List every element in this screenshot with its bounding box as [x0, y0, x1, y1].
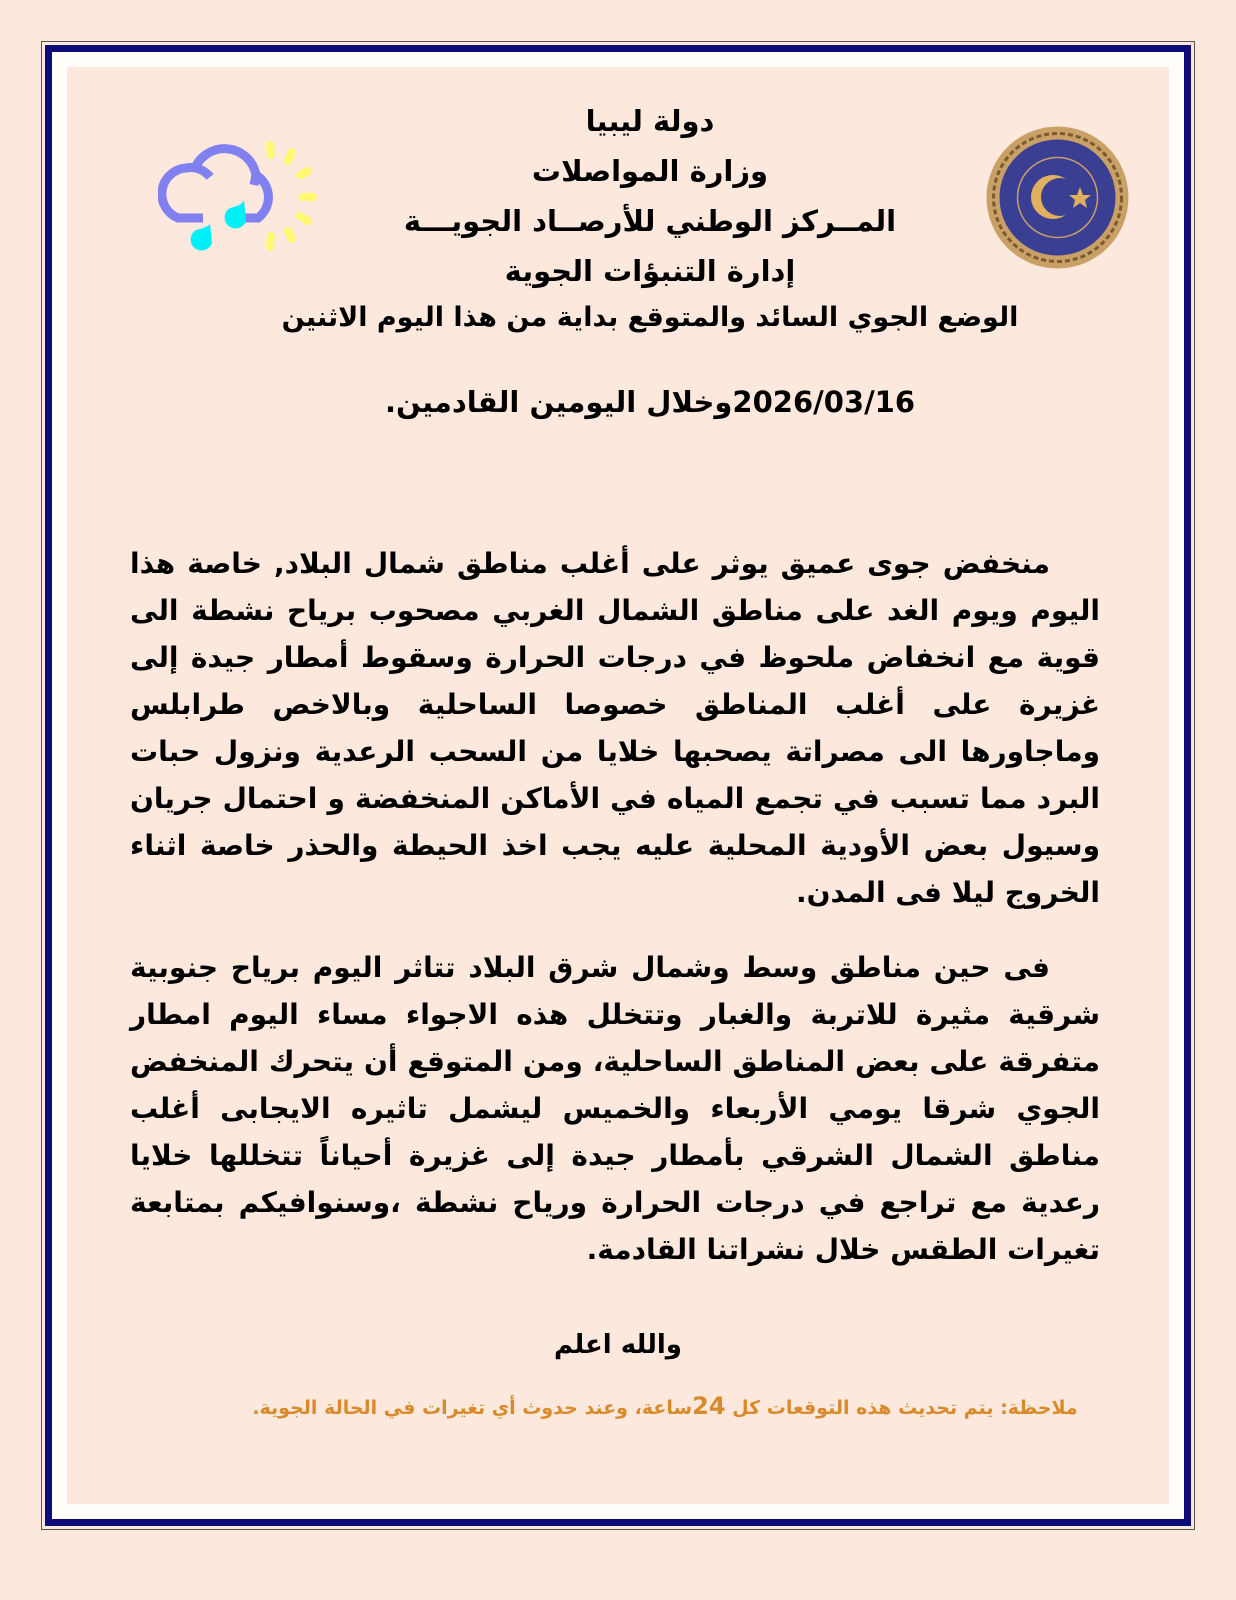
ministry-name: وزارة المواصلات [531, 154, 769, 188]
ministry-seal-logo [985, 125, 1130, 270]
forecast-paragraph-east: فى حين مناطق وسط وشمال شرق البلاد تتاثر اليوم برياح جنوبية شرقية مثيرة للاتربة والغبار وتتخلل هذه الاجواء مساء اليوم امطار متفرقة على بعض المناطق الساحلية، ومن المتوقع أن يتحرك المنخفض الجوي شرقا يومي الأربعاء والخميس ليشمل تاثيره الايجابى أغلب مناطق الشمال الشرقي بأمطار جيدة إلى غزيرة أحياناً تتخللها خلايا رعدية مع تراجع في درجات الحرارة ورياح نشطة ،وسنوافيكم بمتابعة تغيرات الطقس خلال نشراتنا القادمة. [130, 951, 1100, 1266]
bulletin-date-line [200, 385, 1100, 419]
forecast-paragraph-west: منخفض جوى عميق يوثر على أغلب مناطق شمال البلاد, خاصة هذا اليوم ويوم الغد على مناطق الشمال الغربي مصحوب برياح نشطة الى قوية مع انخفاض ملحوظ في درجات الحرارة وسقوط أمطار جيدة إلى غزيرة على أغلب المناطق خصوصا الساحلية وبالاخص طرابلس وماجاورها الى مصراتة يصحبها خلايا من السحب الرعدية ونزول حبات البرد مما تسبب في تجمع المياه في الأماكن المنخفضة و احتمال جريان وسيول بعض الأودية المحلية عليه يجب اخذ الحيطة والحذر خاصة اثناء الخروج ليلا فى المدن. [130, 547, 1100, 909]
closing-phrase: والله اعلم [554, 1330, 682, 1360]
country-name: دولة ليبيا [585, 104, 715, 138]
bulletin-title: الوضع الجوي السائد والمتوقع بداية من هذا اليوم الاثنين [281, 302, 1019, 333]
department-name: إدارة التنبؤات الجوية [504, 254, 796, 288]
center-name: المــركز الوطني للأرصــاد الجويـــة [403, 204, 897, 238]
note-prefix: ملاحظة: يتم تحديث هذه التوقعات كل [725, 1397, 1078, 1419]
update-note [240, 1392, 1090, 1420]
bulletin-date: 2026/03/16 [732, 385, 916, 419]
note-hours: 24 [692, 1392, 726, 1420]
note-suffix: ساعة، وعند حدوث أي تغيرات في الحالة الجوية. [252, 1397, 693, 1419]
bulletin-date-suffix: وخلال اليومين القادمين. [384, 385, 733, 419]
